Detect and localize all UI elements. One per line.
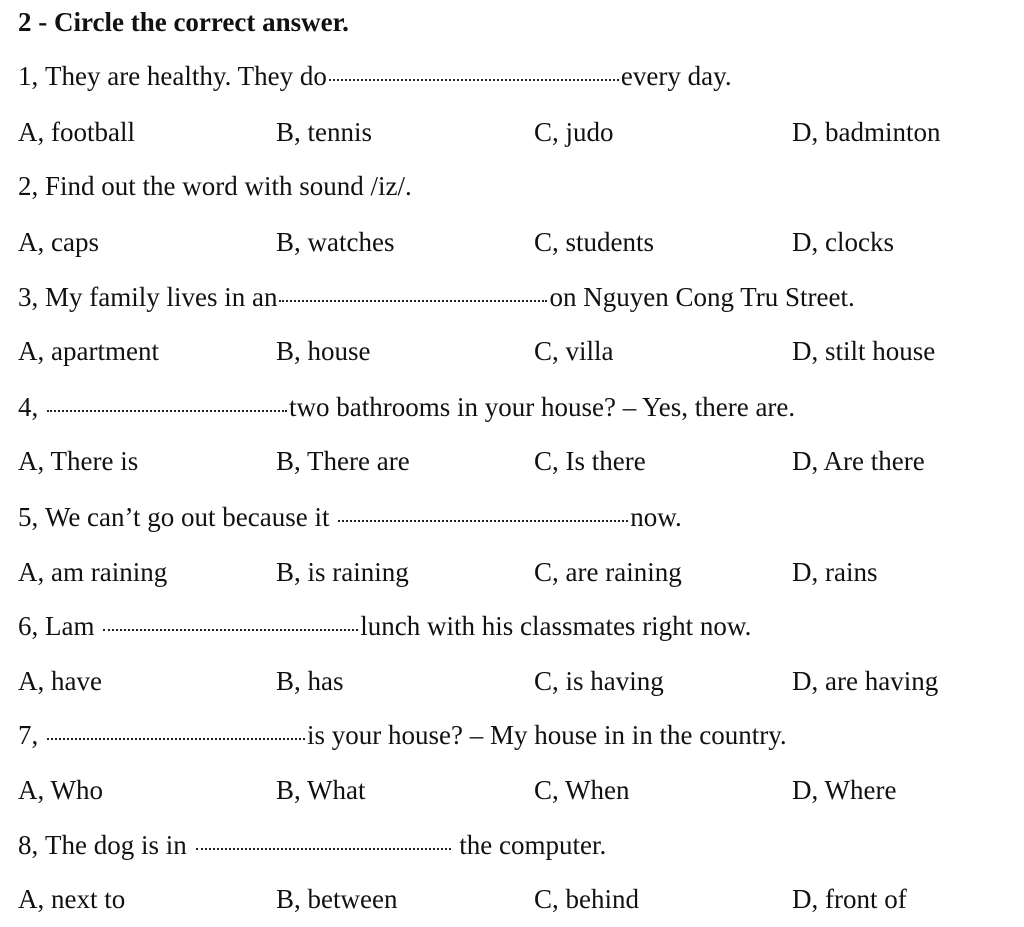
question-text-before: The dog is in bbox=[45, 830, 187, 860]
answer-blank[interactable] bbox=[103, 628, 358, 631]
question-text-after: the computer. bbox=[459, 830, 607, 860]
question-1 bbox=[18, 58, 732, 94]
question-text-before: They are healthy. They do bbox=[45, 61, 327, 91]
option-b[interactable]: B, tennis bbox=[276, 117, 373, 147]
question-8 bbox=[18, 827, 606, 863]
option-a[interactable]: A, am raining bbox=[18, 557, 168, 587]
question-text-after: every day. bbox=[620, 61, 732, 91]
option-b[interactable]: B, between bbox=[276, 884, 398, 914]
option-a[interactable]: A, There is bbox=[18, 446, 139, 476]
answer-blank[interactable] bbox=[338, 519, 628, 522]
option-c[interactable]: C, are raining bbox=[534, 557, 682, 587]
question-text-after: on Nguyen Cong Tru Street. bbox=[549, 282, 855, 312]
question-text-before: Lam bbox=[45, 611, 95, 641]
question-2 bbox=[18, 168, 412, 204]
option-c[interactable]: C, students bbox=[534, 227, 655, 257]
question-text-after: now. bbox=[630, 502, 682, 532]
option-c[interactable]: C, behind bbox=[534, 884, 639, 914]
question-number: 3, bbox=[18, 282, 39, 312]
answer-blank[interactable] bbox=[329, 78, 619, 81]
option-b[interactable]: B, What bbox=[276, 775, 366, 805]
option-c[interactable]: C, judo bbox=[534, 117, 614, 147]
question-4 bbox=[18, 389, 795, 425]
option-a[interactable]: A, next to bbox=[18, 884, 126, 914]
question-5 bbox=[18, 499, 682, 535]
option-b[interactable]: B, is raining bbox=[276, 557, 409, 587]
option-b[interactable]: B, watches bbox=[276, 227, 395, 257]
option-d[interactable]: D, are having bbox=[792, 666, 939, 696]
answer-blank[interactable] bbox=[47, 737, 305, 740]
option-a[interactable]: A, caps bbox=[18, 227, 99, 257]
question-7 bbox=[18, 717, 787, 753]
question-number: 2, bbox=[18, 171, 39, 201]
question-text-after: lunch with his classmates right now. bbox=[360, 611, 752, 641]
option-d[interactable]: D, front of bbox=[792, 884, 907, 914]
question-number: 5, bbox=[18, 502, 39, 532]
option-c[interactable]: C, is having bbox=[534, 666, 664, 696]
question-text-after: two bathrooms in your house? – Yes, there are. bbox=[289, 392, 796, 422]
option-d[interactable]: D, Are there bbox=[792, 446, 925, 476]
answer-blank[interactable] bbox=[196, 847, 451, 850]
question-text-after: is your house? – My house in in the country. bbox=[307, 720, 787, 750]
option-c[interactable]: C, When bbox=[534, 775, 630, 805]
question-text-before: We can’t go out because it bbox=[45, 502, 330, 532]
option-a[interactable]: A, Who bbox=[18, 775, 103, 805]
option-c[interactable]: C, Is there bbox=[534, 446, 646, 476]
question-text-before: Find out the word with sound /iz/. bbox=[45, 171, 412, 201]
exercise-heading: 2 - Circle the correct answer. bbox=[18, 7, 349, 37]
question-number: 4, bbox=[18, 392, 39, 422]
question-text-before: My family lives in an bbox=[45, 282, 278, 312]
option-d[interactable]: D, badminton bbox=[792, 117, 941, 147]
option-b[interactable]: B, house bbox=[276, 336, 371, 366]
option-d[interactable]: D, stilt house bbox=[792, 336, 936, 366]
answer-blank[interactable] bbox=[47, 409, 287, 412]
option-a[interactable]: A, football bbox=[18, 117, 135, 147]
option-d[interactable]: D, Where bbox=[792, 775, 897, 805]
option-a[interactable]: A, apartment bbox=[18, 336, 159, 366]
question-number: 8, bbox=[18, 830, 39, 860]
question-number: 1, bbox=[18, 61, 39, 91]
option-b[interactable]: B, There are bbox=[276, 446, 410, 476]
option-b[interactable]: B, has bbox=[276, 666, 344, 696]
option-c[interactable]: C, villa bbox=[534, 336, 614, 366]
option-d[interactable]: D, rains bbox=[792, 557, 878, 587]
option-d[interactable]: D, clocks bbox=[792, 227, 894, 257]
question-3 bbox=[18, 279, 855, 315]
question-6 bbox=[18, 608, 751, 644]
question-number: 7, bbox=[18, 720, 39, 750]
question-number: 6, bbox=[18, 611, 39, 641]
option-a[interactable]: A, have bbox=[18, 666, 102, 696]
answer-blank[interactable] bbox=[279, 299, 547, 302]
